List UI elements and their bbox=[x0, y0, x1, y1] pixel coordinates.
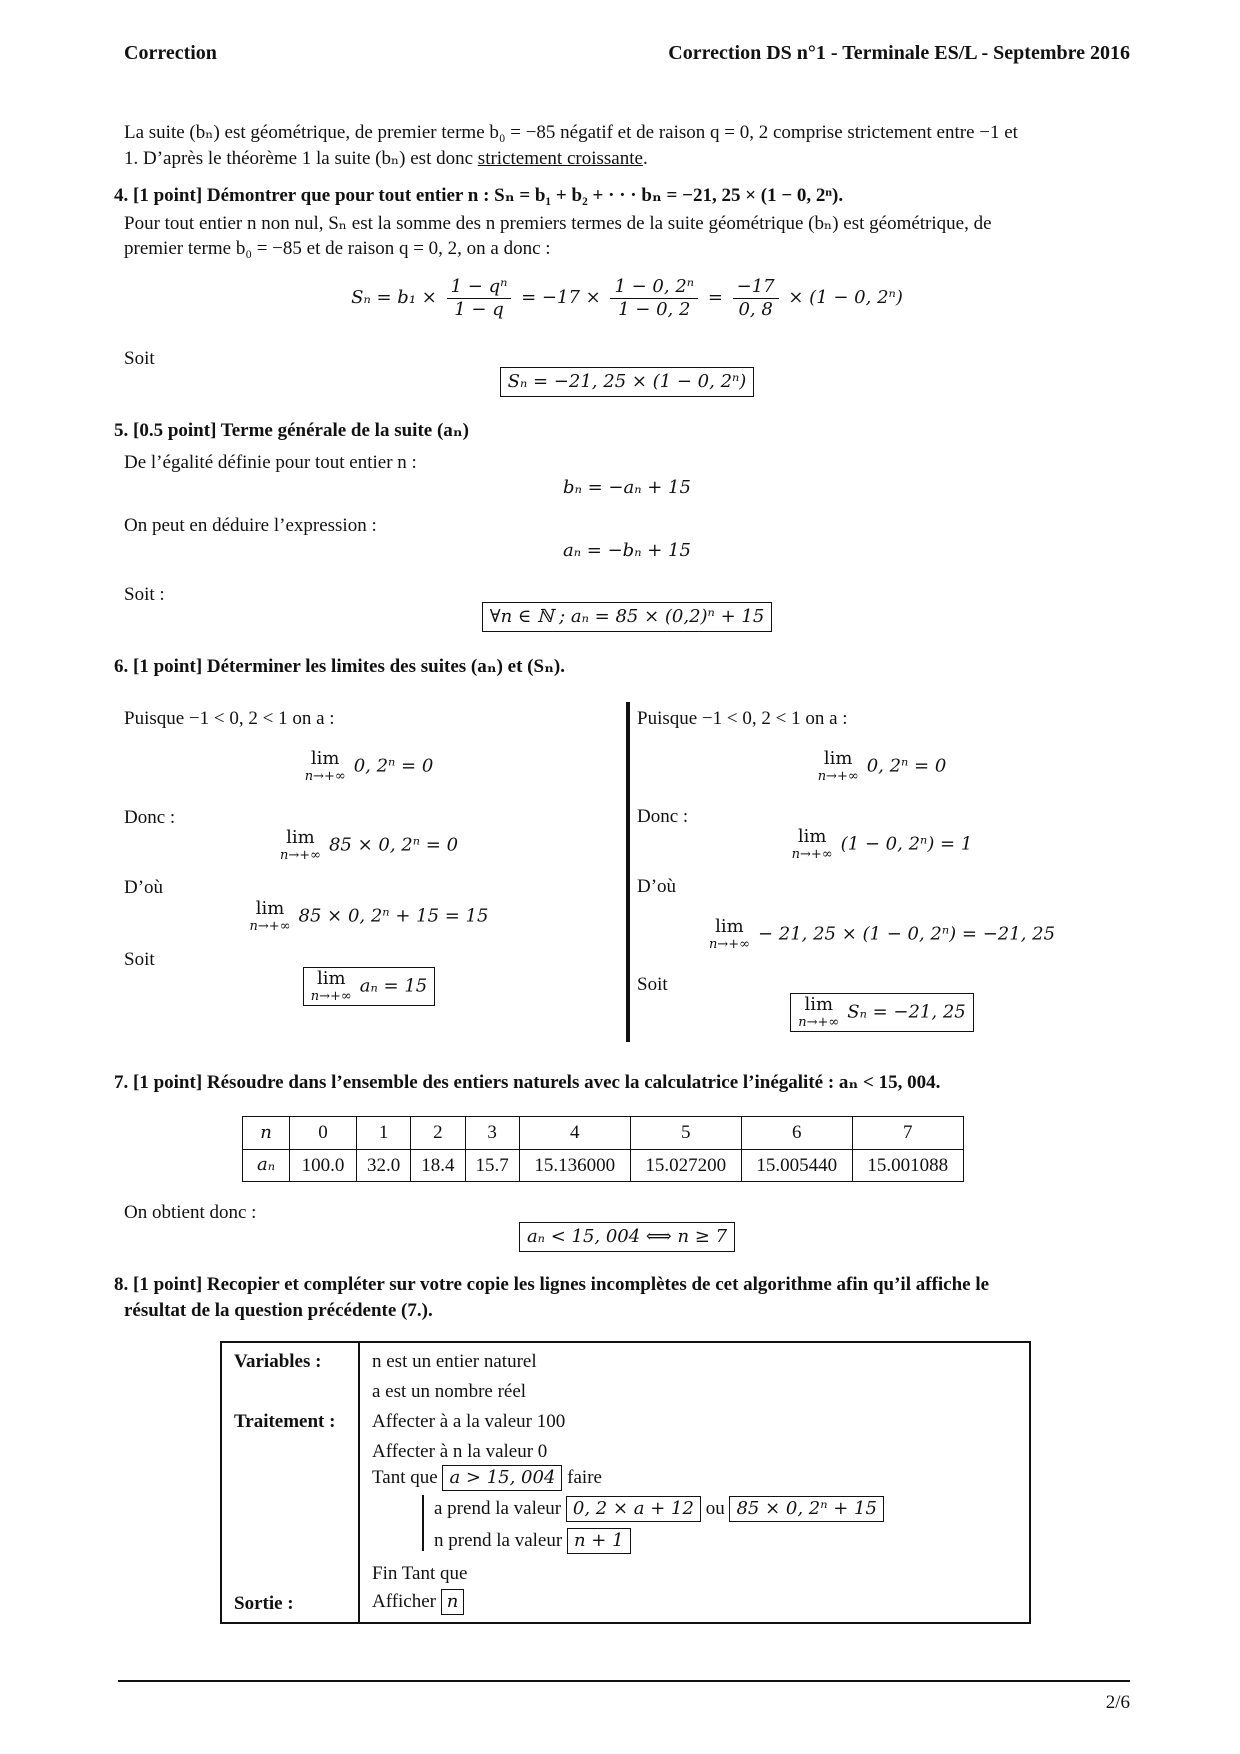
table-cell: 32.0 bbox=[357, 1149, 411, 1182]
q4-result-wrap bbox=[124, 367, 1130, 397]
algo-afficher-box: n bbox=[441, 1589, 465, 1615]
algo-tantque-line bbox=[372, 1465, 602, 1491]
q8-title2: résultat de la question précédente (7.). bbox=[124, 1300, 433, 1321]
q6-left-eq2-expr: 85 × 0, 2ⁿ = 0 bbox=[328, 834, 459, 856]
table-cell: 1 bbox=[357, 1117, 411, 1150]
lim-operator bbox=[798, 996, 839, 1029]
algo-line-3: Affecter à a la valeur 100 bbox=[372, 1411, 566, 1432]
algo-ou: ou bbox=[705, 1498, 725, 1519]
q6-right-result-wrap bbox=[637, 993, 1127, 1032]
lim-word: lim bbox=[804, 994, 834, 1015]
q4-text2: premier terme b₀ = −85 et de raison q = 0, 2, on a donc : bbox=[124, 238, 551, 259]
q4-frac3-den: 0, 8 bbox=[738, 298, 773, 320]
header-right: Correction DS n°1 - Terminale ES/L - Septembre 2016 bbox=[668, 42, 1130, 64]
q4-equation bbox=[124, 276, 1130, 320]
footer-rule bbox=[118, 1680, 1130, 1682]
q7-title: 7. [1 point] Résoudre dans l’ensemble des entiers naturels avec la calculatrice l’inégalité : aₙ < 15, 004. bbox=[114, 1072, 941, 1093]
lim-sub: n→+∞ bbox=[791, 847, 833, 862]
table-cell: aₙ bbox=[243, 1149, 290, 1182]
q4-frac1-num: 1 − qⁿ bbox=[447, 276, 512, 299]
algo-val-n-box: n + 1 bbox=[567, 1528, 631, 1554]
q5-soit: Soit : bbox=[124, 584, 165, 605]
intro-line2-c: . bbox=[642, 148, 648, 169]
q4-text1: Pour tout entier n non nul, Sₙ est la somme des n premiers termes de la suite géométrique (bₙ) est géométrique, de bbox=[124, 213, 992, 234]
q5-title: 5. [0.5 point] Terme générale de la suite (aₙ) bbox=[114, 420, 469, 441]
q6-left-eq3-expr: 85 × 0, 2ⁿ + 15 = 15 bbox=[298, 905, 489, 927]
q6-right-result-box bbox=[790, 993, 974, 1032]
page-number: 2/6 bbox=[1105, 1692, 1130, 1713]
lim-operator bbox=[280, 829, 321, 862]
q4-result-box: Sₙ = −21, 25 × (1 − 0, 2ⁿ) bbox=[500, 367, 755, 397]
lim-operator bbox=[818, 750, 859, 783]
q6-left-eq2 bbox=[124, 829, 614, 862]
algo-sortie-label: Sortie : bbox=[234, 1593, 294, 1614]
algo-line-1: n est un entier naturel bbox=[372, 1351, 537, 1372]
algo-line-4: Affecter à n la valeur 0 bbox=[372, 1441, 548, 1462]
q6-right-result: Sₙ = −21, 25 bbox=[847, 1001, 966, 1023]
q7-result-wrap bbox=[124, 1222, 1130, 1252]
algo-fintantque: Fin Tant que bbox=[372, 1563, 468, 1584]
lim-sub: n→+∞ bbox=[798, 1015, 840, 1030]
q6-right-soit: Soit bbox=[637, 974, 668, 995]
intro-line2 bbox=[124, 146, 1130, 172]
algo-tantque: Tant que bbox=[372, 1467, 438, 1488]
q6-left-eq3 bbox=[124, 900, 614, 933]
algorithm-separator bbox=[358, 1343, 360, 1622]
table-cell: 15.005440 bbox=[741, 1149, 852, 1182]
lim-sub: n→+∞ bbox=[310, 989, 352, 1004]
table-cell: 15.7 bbox=[465, 1149, 519, 1182]
algo-val-a1-box: 0, 2 × a + 12 bbox=[566, 1496, 701, 1522]
algo-condition-box: a > 15, 004 bbox=[442, 1465, 562, 1491]
algo-traitement-label: Traitement : bbox=[234, 1411, 336, 1432]
values-table bbox=[242, 1116, 964, 1182]
q6-right-donc: Donc : bbox=[637, 806, 689, 827]
q5-result-box: ∀n ∈ ℕ ; aₙ = 85 × (0,2)ⁿ + 15 bbox=[482, 602, 773, 632]
q6-right-dou: D’où bbox=[637, 876, 677, 897]
q4-eq-a: Sₙ = b₁ × bbox=[351, 287, 437, 309]
q5-result-wrap bbox=[124, 602, 1130, 632]
table-cell: 5 bbox=[630, 1117, 741, 1150]
algo-prend-a-line bbox=[434, 1496, 884, 1522]
algo-variables-label: Variables : bbox=[234, 1351, 322, 1372]
algo-prend-a: a prend la valeur bbox=[434, 1498, 562, 1519]
lim-word: lim bbox=[823, 748, 853, 769]
q6-left-soit: Soit bbox=[124, 949, 155, 970]
table-cell: 100.0 bbox=[290, 1149, 357, 1182]
lim-sub: n→+∞ bbox=[817, 769, 859, 784]
table-cell: 15.001088 bbox=[852, 1149, 963, 1182]
table-cell: 15.136000 bbox=[519, 1149, 630, 1182]
lim-operator bbox=[709, 918, 750, 951]
q6-left-eq1 bbox=[124, 750, 614, 783]
algo-line-2: a est un nombre réel bbox=[372, 1381, 527, 1402]
q6-left-eq1-expr: 0, 2ⁿ = 0 bbox=[353, 755, 434, 777]
table-cell: 6 bbox=[741, 1117, 852, 1150]
lim-sub: n→+∞ bbox=[304, 769, 346, 784]
lim-word: lim bbox=[255, 898, 285, 919]
q5-text1: De l’égalité définie pour tout entier n : bbox=[124, 452, 417, 473]
lim-operator bbox=[311, 970, 352, 1003]
q6-left-donc: Donc : bbox=[124, 807, 176, 828]
q6-right-eq1 bbox=[637, 750, 1127, 783]
intro-line2-a: 1. D’après le théorème 1 la suite (bₙ) est donc bbox=[124, 148, 478, 169]
table-cell: 2 bbox=[411, 1117, 465, 1150]
q4-eq-d: × (1 − 0, 2ⁿ) bbox=[788, 287, 903, 309]
q4-frac2-den: 1 − 0, 2 bbox=[618, 298, 691, 320]
q8-title1: 8. [1 point] Recopier et compléter sur votre copie les lignes incomplètes de cet algorithme afin qu’il affiche le bbox=[114, 1274, 990, 1295]
algo-faire: faire bbox=[567, 1467, 602, 1488]
lim-sub: n→+∞ bbox=[279, 848, 321, 863]
table-row bbox=[243, 1149, 964, 1182]
lim-sub: n→+∞ bbox=[249, 919, 291, 934]
lim-word: lim bbox=[286, 827, 315, 848]
algo-afficher: Afficher bbox=[372, 1591, 437, 1612]
q6-right-eq2 bbox=[637, 828, 1127, 861]
lim-word: lim bbox=[797, 826, 827, 847]
lim-word: lim bbox=[310, 748, 340, 769]
q6-right-eq3-expr: − 21, 25 × (1 − 0, 2ⁿ) = −21, 25 bbox=[757, 923, 1056, 945]
q6-right-eq2-expr: (1 − 0, 2ⁿ) = 1 bbox=[840, 833, 973, 855]
intro-line1: La suite (bₙ) est géométrique, de premier terme b₀ = −85 négatif et de raison q = 0, 2 comprise strictement entre −1 et bbox=[124, 122, 1018, 143]
q4-eq-c: = bbox=[707, 287, 723, 309]
algorithm-box bbox=[220, 1341, 1031, 1624]
q4-frac1 bbox=[447, 276, 512, 320]
q6-left-dou: D’où bbox=[124, 877, 164, 898]
q4-frac1-den: 1 − q bbox=[454, 298, 504, 320]
table-cell: n bbox=[243, 1117, 290, 1150]
intro-underlined: strictement croissante bbox=[477, 148, 643, 169]
lim-operator bbox=[250, 900, 291, 933]
q4-frac3-num: −17 bbox=[733, 276, 779, 299]
lim-word: lim bbox=[316, 968, 346, 989]
q4-frac2-num: 1 − 0, 2ⁿ bbox=[610, 276, 698, 299]
q7-obtient: On obtient donc : bbox=[124, 1202, 257, 1223]
q4-soit: Soit bbox=[124, 348, 155, 369]
q6-left-result-box bbox=[303, 967, 435, 1006]
q5-eq2: aₙ = −bₙ + 15 bbox=[563, 540, 691, 561]
column-divider bbox=[626, 702, 630, 1042]
table-cell: 0 bbox=[290, 1117, 357, 1150]
table-row bbox=[243, 1117, 964, 1150]
header-left: Correction bbox=[124, 42, 217, 64]
table-cell: 7 bbox=[852, 1117, 963, 1150]
algo-prend-n-line bbox=[434, 1528, 631, 1554]
lim-operator bbox=[792, 828, 833, 861]
q6-right-eq1-expr: 0, 2ⁿ = 0 bbox=[866, 755, 947, 777]
lim-word: lim bbox=[715, 916, 744, 937]
lim-sub: n→+∞ bbox=[708, 937, 750, 952]
q5-text2: On peut en déduire l’expression : bbox=[124, 515, 377, 536]
lim-operator bbox=[305, 750, 346, 783]
q6-left-result: aₙ = 15 bbox=[359, 975, 428, 997]
algo-prend-n: n prend la valeur bbox=[434, 1530, 563, 1551]
q4-title: 4. [1 point] Démontrer que pour tout entier n : Sₙ = b₁ + b₂ + · · · bₙ = −21, 25 × (1 − 0, 2ⁿ). bbox=[114, 185, 844, 206]
q6-right-puisque: Puisque −1 < 0, 2 < 1 on a : bbox=[637, 708, 848, 729]
q7-result-box: aₙ < 15, 004 ⟺ n ≥ 7 bbox=[519, 1222, 735, 1252]
q6-left-puisque: Puisque −1 < 0, 2 < 1 on a : bbox=[124, 708, 335, 729]
q5-eq1: bₙ = −aₙ + 15 bbox=[563, 477, 691, 498]
table-cell: 15.027200 bbox=[630, 1149, 741, 1182]
q6-title: 6. [1 point] Déterminer les limites des suites (aₙ) et (Sₙ). bbox=[114, 656, 566, 677]
table-cell: 4 bbox=[519, 1117, 630, 1150]
q6-right-eq3 bbox=[637, 918, 1127, 951]
q4-frac3 bbox=[733, 276, 779, 320]
algo-val-a2-box: 85 × 0, 2ⁿ + 15 bbox=[729, 1496, 884, 1522]
table-cell: 3 bbox=[465, 1117, 519, 1150]
q6-left-result-wrap bbox=[124, 967, 614, 1006]
q7-table-wrap bbox=[242, 1116, 964, 1182]
table-cell: 18.4 bbox=[411, 1149, 465, 1182]
algo-afficher-line bbox=[372, 1589, 464, 1615]
algo-loop-bar bbox=[422, 1495, 424, 1551]
q4-frac2 bbox=[610, 276, 698, 320]
q4-eq-b: = −17 × bbox=[521, 287, 601, 309]
